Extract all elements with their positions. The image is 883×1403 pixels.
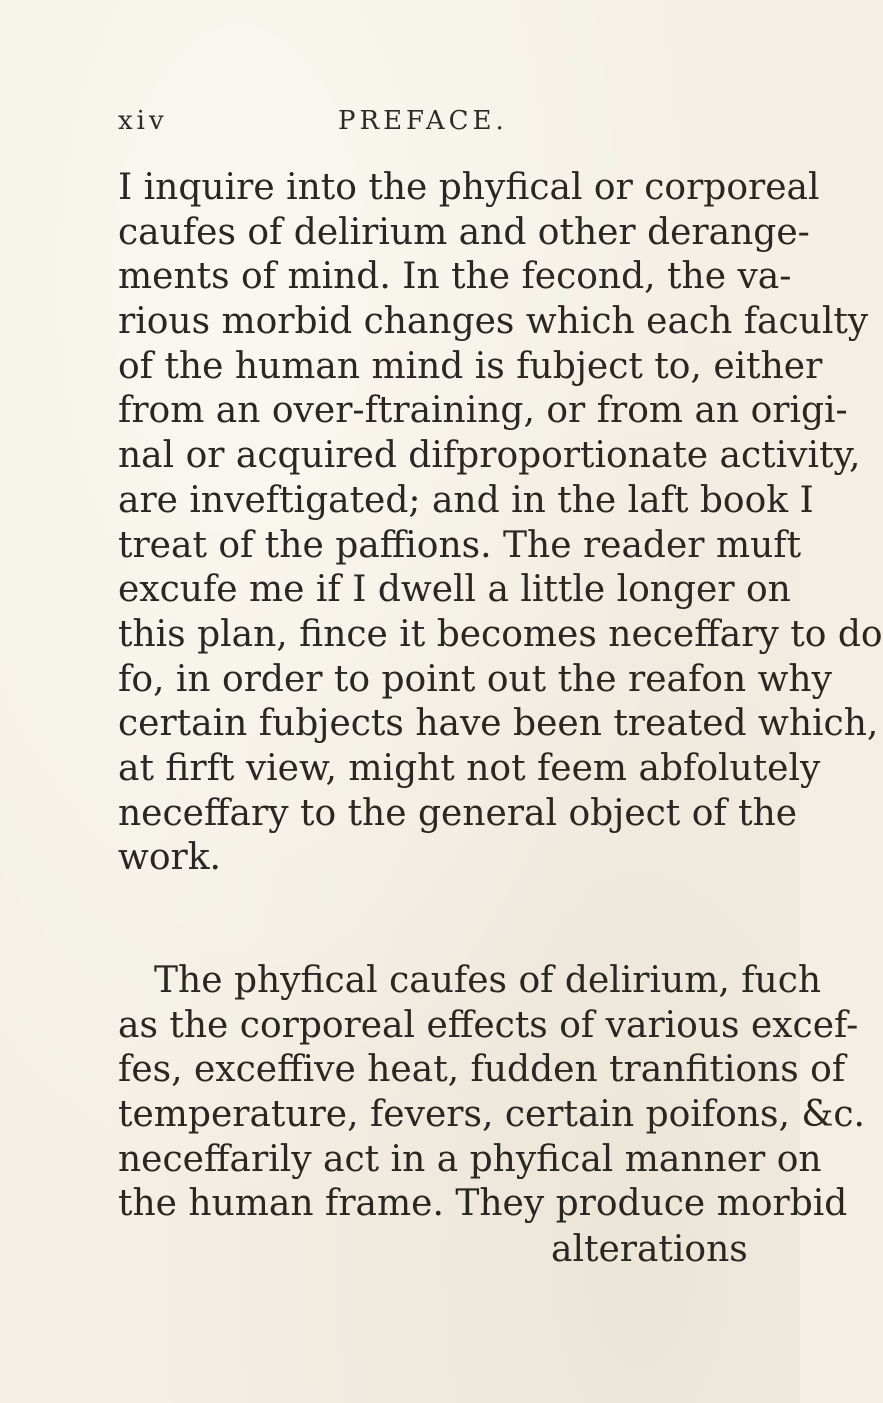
text-line: caufes of delirium and other derange- [118, 211, 810, 253]
text-line: the human frame. They produce morbid [118, 1183, 848, 1225]
paragraph-1 [118, 166, 883, 881]
text-line: neceffarily act in a phyfical manner on [118, 1138, 822, 1180]
text-line: rious morbid changes which each faculty [118, 301, 869, 343]
text-line: this plan, fince it becomes neceffary to do [118, 613, 883, 655]
text-line: certain fubjects have been treated which, [118, 703, 879, 745]
text-line: work. [118, 837, 221, 879]
text-line: neceffary to the general object of the [118, 792, 798, 834]
text-line: I inquire into the phyfical or corporeal [118, 167, 820, 208]
text-line: The phyfical caufes of delirium, fuch [154, 960, 822, 1001]
text-line: of the human mind is fubject to, either [118, 345, 823, 387]
page-header [118, 106, 678, 146]
text-line: temperature, fevers, certain poifons, &c. [118, 1094, 865, 1136]
page-number: xiv [118, 106, 168, 136]
running-title: PREFACE. [338, 106, 508, 136]
text-line: fo, in order to point out the reafon why [118, 658, 832, 700]
text-line: as the corporeal effects of various excef- [118, 1004, 859, 1046]
text-line: are inveftigated; and in the laft book I [118, 479, 814, 521]
text-line: ments of mind. In the fecond, the va- [118, 256, 792, 298]
paragraph-2 [118, 959, 865, 1227]
text-line: nal or acquired difproportionate activity, [118, 435, 861, 477]
text-line: at firft view, might not feem abfolutely [118, 747, 821, 789]
paragraph-gap [118, 881, 748, 959]
text-line: treat of the paffions. The reader muft [118, 524, 802, 566]
text-line: fes, exceffive heat, fudden tranfitions of [118, 1049, 846, 1091]
catchword: alterations [551, 1229, 748, 1270]
body-text [118, 166, 883, 1227]
text-line: from an over-ftraining, or from an origi- [118, 390, 848, 432]
text-line: excufe me if I dwell a little longer on [118, 569, 791, 611]
